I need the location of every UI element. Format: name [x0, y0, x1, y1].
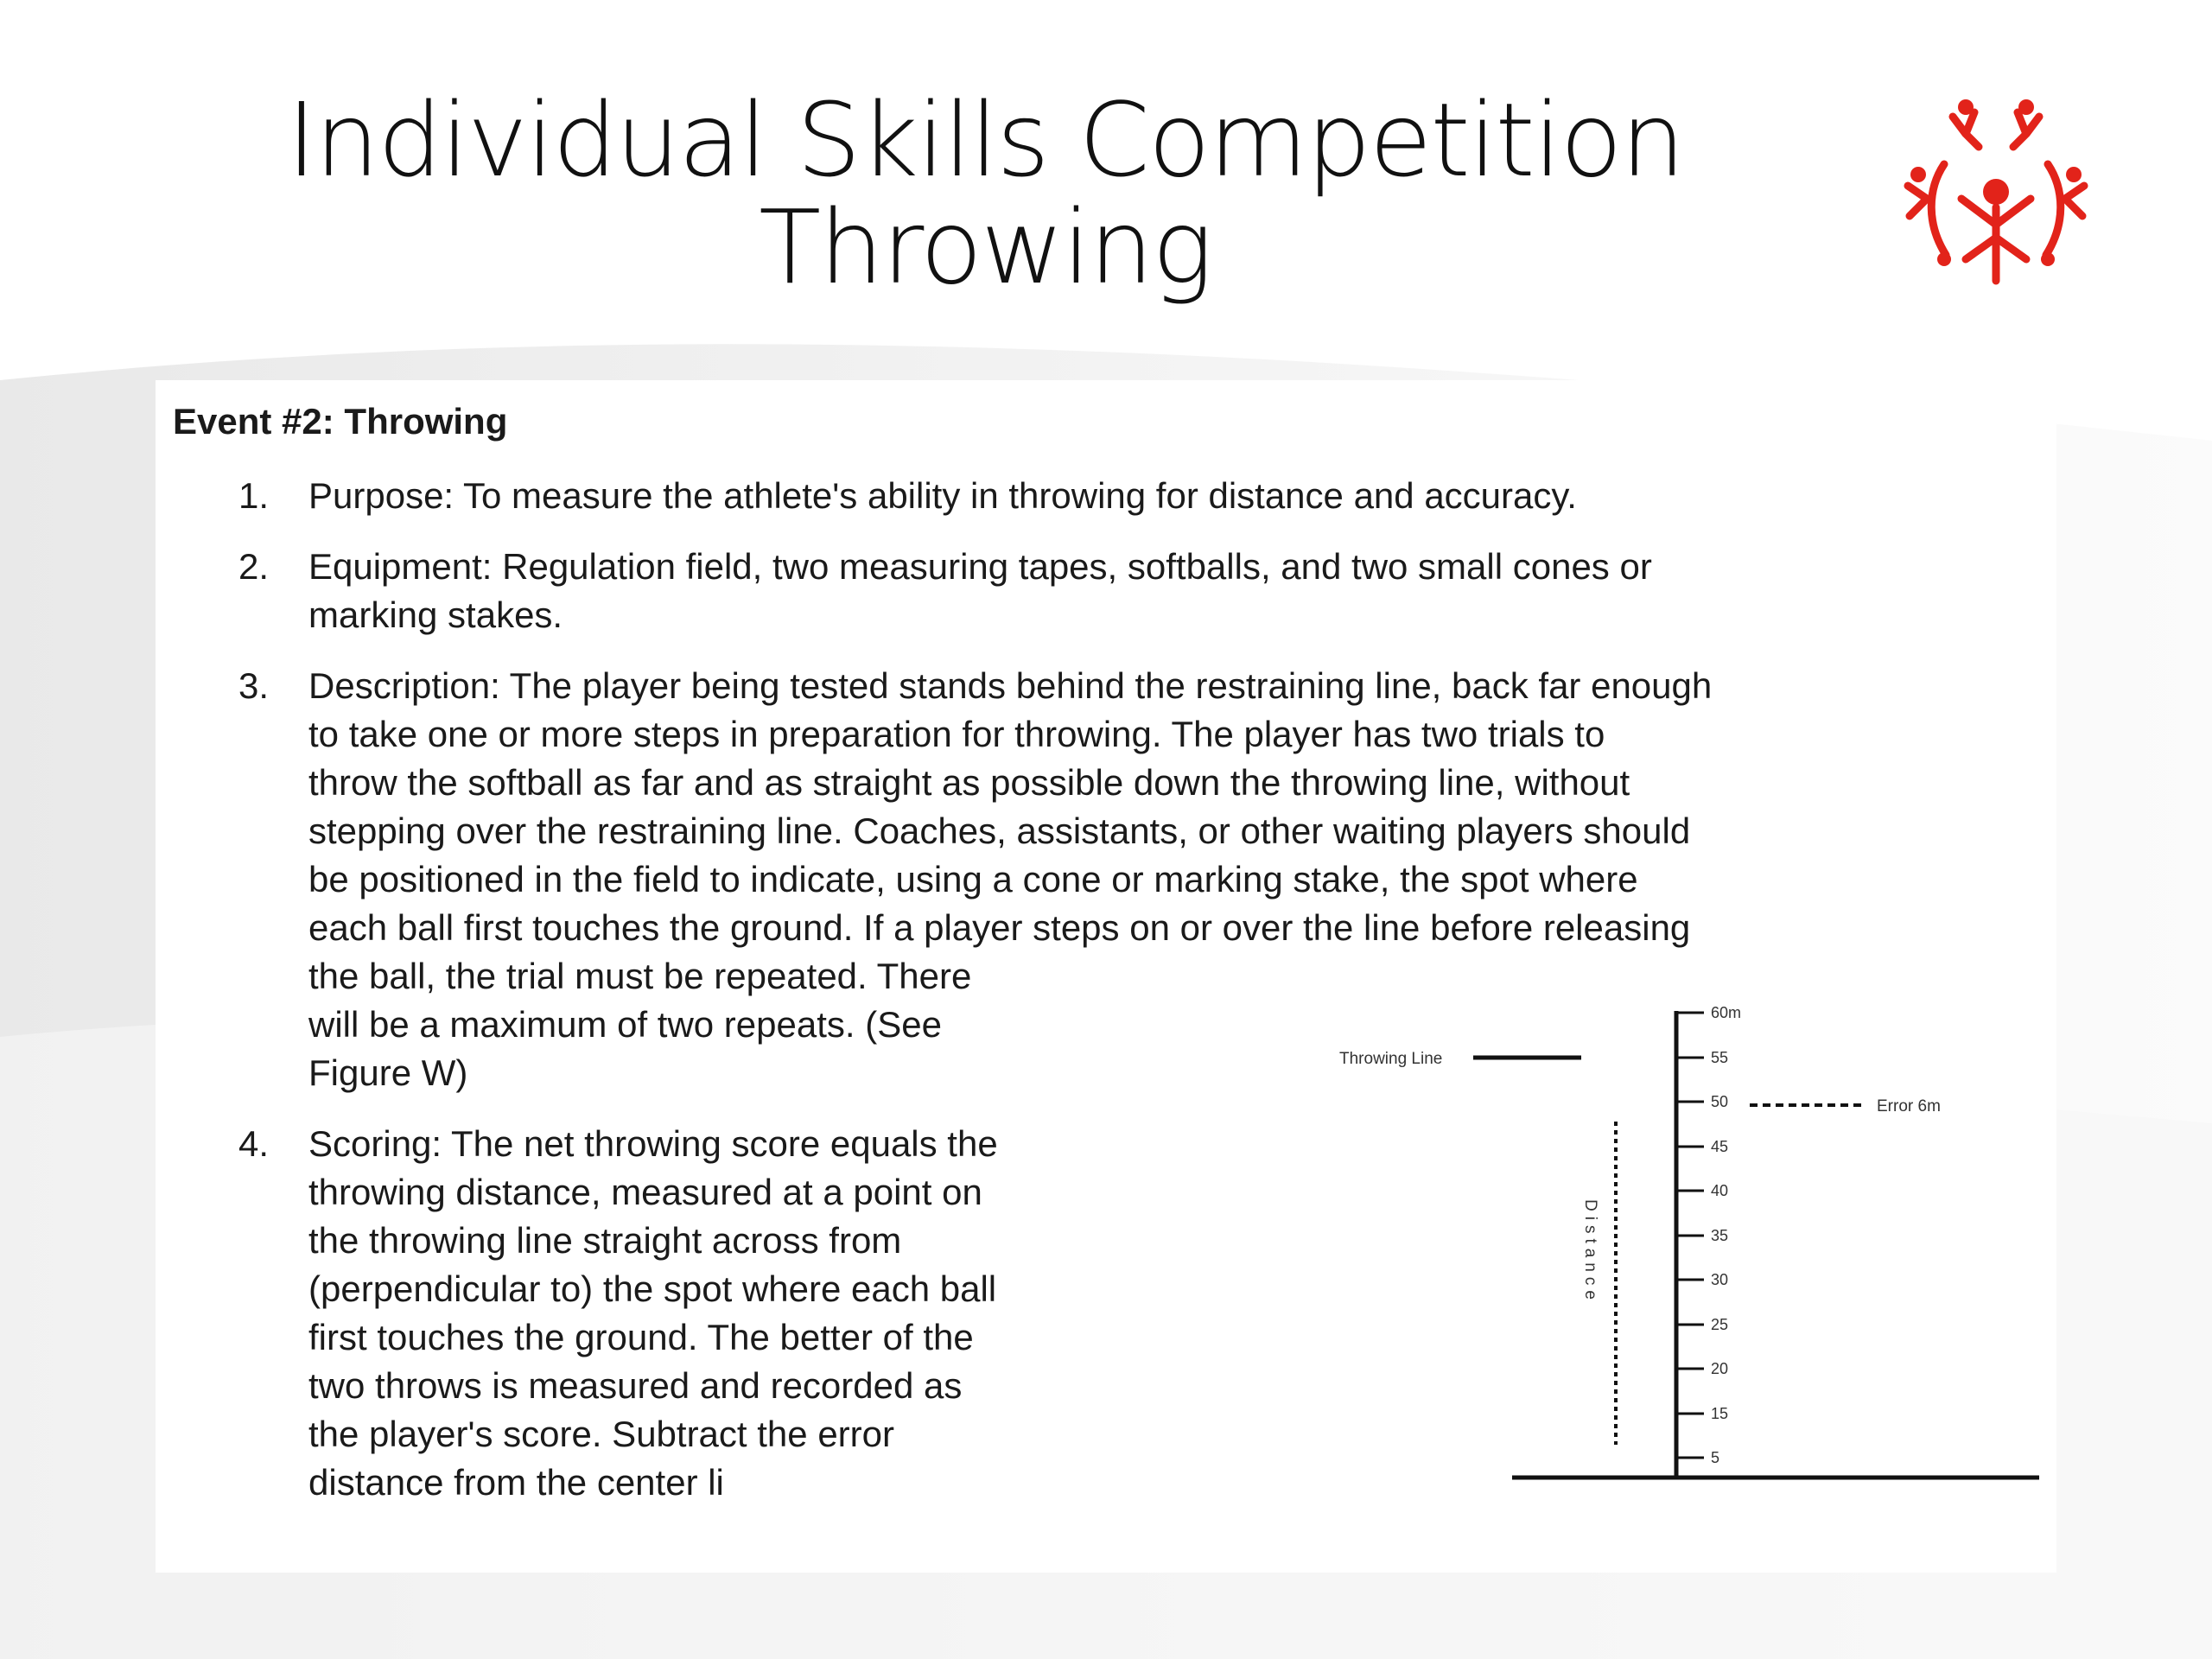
tick-label: 20 — [1711, 1360, 1729, 1377]
tick-label: 60m — [1711, 1004, 1742, 1021]
throwing-line-label: Throwing Line — [1339, 1050, 1443, 1068]
item-4-text — [308, 1120, 998, 1507]
item-1-line: Purpose: To measure the athlete's ability in throwing for distance and accuracy. — [308, 475, 1577, 516]
item-3-line: will be a maximum of two repeats. (See — [308, 1004, 942, 1045]
tick-label: 15 — [1711, 1405, 1729, 1422]
item-4-line: the throwing line straight across from — [308, 1220, 902, 1261]
item-4-line: (perpendicular to) the spot where each ball — [308, 1268, 997, 1309]
tick-label: 35 — [1711, 1227, 1729, 1244]
item-2-text — [308, 543, 1652, 639]
error-label: Error 6m — [1877, 1097, 1941, 1116]
item-3-line: Description: The player being tested stands behind the restraining line, back far enough — [308, 665, 1713, 706]
item-3-line: each ball first touches the ground. If a player steps on or over the line before releasing — [308, 907, 1691, 948]
distance-label: Distance — [1581, 1199, 1599, 1305]
item-3-line: stepping over the restraining line. Coaches, assistants, or other waiting players should — [308, 810, 1691, 851]
throwing-field-diagram — [1175, 1002, 2039, 1555]
tick-label: 40 — [1711, 1182, 1729, 1199]
tick-label: 45 — [1711, 1138, 1729, 1155]
slide-title — [207, 80, 1763, 307]
tick-label: 25 — [1711, 1316, 1729, 1333]
item-4-line: the player's score. Subtract the error — [308, 1414, 894, 1454]
item-2-line: Equipment: Regulation field, two measuring tapes, softballs, and two small cones or — [308, 546, 1652, 587]
slide-title-line-2: Throwing — [759, 188, 1211, 307]
event-heading: Event #2: Throwing — [173, 401, 508, 442]
item-3-number: 3. — [238, 665, 270, 706]
item-2-line: marking stakes. — [308, 594, 563, 635]
tick-label: 50 — [1711, 1093, 1729, 1110]
tick-label: 5 — [1711, 1449, 1720, 1466]
item-4-number: 4. — [238, 1123, 270, 1164]
item-3-line: the ball, the trial must be repeated. There — [308, 956, 972, 996]
item-4-line: distance from the center li — [308, 1462, 724, 1503]
item-3-line: to take one or more steps in preparation for throwing. The player has two trials to — [308, 714, 1605, 754]
item-3-line: Figure W) — [308, 1052, 468, 1093]
tick-label: 55 — [1711, 1049, 1729, 1066]
item-2-number: 2. — [238, 546, 270, 587]
item-4-line: Scoring: The net throwing score equals the — [308, 1123, 998, 1164]
item-4-line: throwing distance, measured at a point on — [308, 1172, 982, 1212]
item-4-line: first touches the ground. The better of the — [308, 1317, 974, 1357]
item-3-line: throw the softball as far and as straight as possible down the throwing line, without — [308, 762, 1630, 803]
item-4-line: two throws is measured and recorded as — [308, 1365, 963, 1406]
slide-title-line-1: Individual Skills Competition — [286, 80, 1684, 200]
item-3-line: be positioned in the field to indicate, using a cone or marking stake, the spot where — [308, 859, 1638, 899]
item-1-text — [308, 472, 1577, 520]
special-olympics-logo-icon — [1892, 95, 2100, 302]
document-excerpt — [156, 380, 2056, 1573]
tick-label: 30 — [1711, 1271, 1729, 1288]
item-1-number: 1. — [238, 475, 270, 516]
